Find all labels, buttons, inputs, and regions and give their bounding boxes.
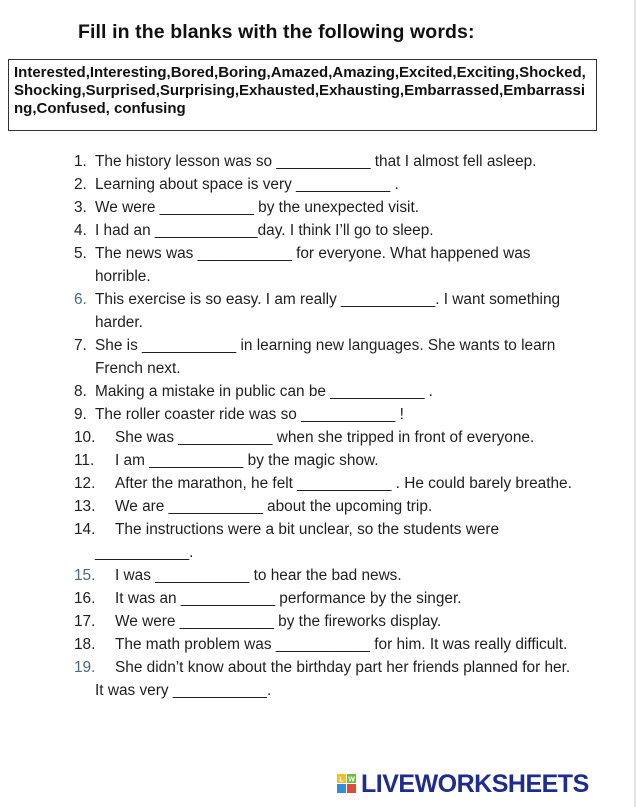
item-number: 3. [74, 199, 87, 216]
list-item [74, 610, 574, 633]
list-item [74, 633, 574, 656]
item-number: 17. [74, 613, 96, 630]
item-text: The roller coaster ride was so ___________ ! [95, 406, 404, 423]
item-text: The instructions were a bit unclear, so the students were ___________. [95, 521, 500, 561]
item-number: 11. [74, 452, 95, 469]
page-edge [634, 0, 636, 807]
item-text: We are ___________ about the upcoming trip. [115, 498, 433, 515]
list-item [74, 449, 574, 472]
list-item [74, 472, 574, 495]
liveworksheets-logo-icon [336, 772, 358, 796]
item-number: 6. [74, 291, 87, 308]
exercise-list [74, 150, 574, 702]
list-item [74, 587, 574, 610]
item-text: Learning about space is very ___________ . [95, 176, 399, 193]
item-number: 16. [74, 590, 96, 607]
item-text: It was an ___________ performance by the singer. [115, 590, 462, 607]
list-item [74, 403, 574, 426]
item-text: The history lesson was so ___________ that I almost fell asleep. [95, 153, 537, 170]
liveworksheets-logo-text: LIVEWORKSHEETS [361, 769, 589, 798]
word-bank: Interested,Interesting,Bored,Boring,Amazed,Amazing,Excited,Exciting,Shocked,Shocking,Surprised,Surprising,Exhausted,Exhausting,Embarrassed,Embarrassing,Confused, confusing [8, 59, 597, 131]
item-text: We were ___________ by the fireworks display. [115, 613, 442, 630]
svg-text:L: L [339, 776, 344, 784]
item-text: The news was ___________ for everyone. What happened was horrible. [95, 245, 531, 285]
item-number: 15. [74, 567, 96, 584]
list-item [74, 288, 574, 334]
list-item [74, 150, 574, 173]
item-number: 14. [74, 521, 96, 538]
item-number: 1. [74, 153, 87, 170]
list-item [74, 495, 574, 518]
item-number: 12. [74, 475, 96, 492]
item-number: 7. [74, 337, 87, 354]
item-text: I am ___________ by the magic show. [115, 452, 379, 469]
item-text: She didn’t know about the birthday part her friends planned for her. It was very ___________. [95, 659, 571, 699]
item-number: 4. [74, 222, 87, 239]
list-item [74, 656, 574, 702]
list-item [74, 173, 574, 196]
list-item [74, 334, 574, 380]
item-number: 10. [74, 429, 96, 446]
item-number: 5. [74, 245, 87, 262]
item-number: 8. [74, 383, 87, 400]
item-text: We were ___________ by the unexpected visit. [95, 199, 419, 216]
list-item [74, 196, 574, 219]
svg-text:W: W [348, 776, 355, 784]
item-number: 9. [74, 406, 87, 423]
item-text: I had an ____________day. I think I’ll go to sleep. [95, 222, 434, 239]
liveworksheets-logo [336, 769, 636, 799]
item-text: I was ___________ to hear the bad news. [115, 567, 402, 584]
item-text: She is ___________ in learning new languages. She wants to learn French next. [95, 337, 556, 377]
item-text: The math problem was ___________ for him. It was really difficult. [115, 636, 568, 653]
item-number: 13. [74, 498, 96, 515]
item-number: 18. [74, 636, 96, 653]
item-text: Making a mistake in public can be ___________ . [95, 383, 433, 400]
item-text: After the marathon, he felt ___________ . He could barely breathe. [115, 475, 572, 492]
list-item [74, 242, 574, 288]
list-item [74, 518, 574, 564]
list-item [74, 426, 574, 449]
item-number: 2. [74, 176, 87, 193]
list-item [74, 380, 574, 403]
item-text: She was ___________ when she tripped in front of everyone. [115, 429, 535, 446]
page-title: Fill in the blanks with the following words: [78, 21, 475, 43]
item-number: 19. [74, 659, 96, 676]
item-text: This exercise is so easy. I am really ___________. I want something harder. [95, 291, 561, 331]
list-item [74, 564, 574, 587]
list-item [74, 219, 574, 242]
